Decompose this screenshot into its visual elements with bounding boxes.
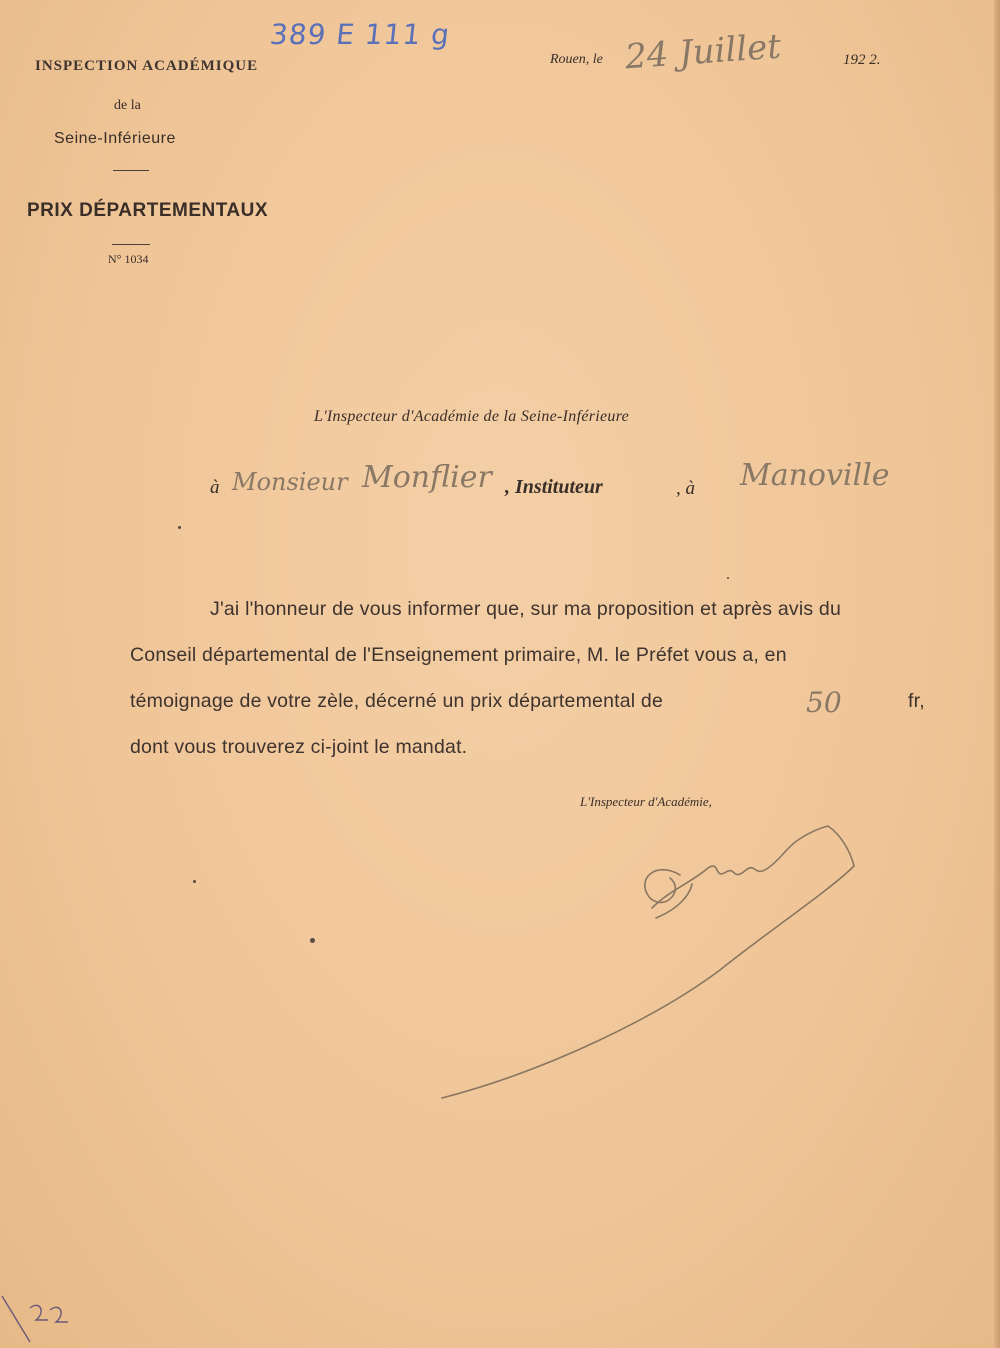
date-place: Rouen, le bbox=[550, 52, 603, 67]
currency-label: fr, bbox=[908, 690, 925, 712]
date-handwritten: 24 Juillet bbox=[623, 26, 783, 78]
body-line-4: dont vous trouverez ci-joint le mandat. bbox=[130, 736, 468, 758]
letterhead-number: N° 1034 bbox=[108, 252, 149, 266]
paper-speck bbox=[178, 526, 181, 529]
address-name: Monflier bbox=[362, 460, 492, 495]
letterhead-department: Seine-Inférieure bbox=[54, 130, 176, 147]
letterhead-rule bbox=[113, 170, 149, 171]
address-prefix: à bbox=[210, 477, 220, 498]
paper-speck bbox=[727, 577, 729, 579]
address-role: , Instituteur bbox=[505, 476, 603, 498]
paper-edge bbox=[994, 0, 1000, 1348]
body-line-1: J'ai l'honneur de vous informer que, sur ma proposition et après avis du bbox=[210, 598, 842, 620]
prize-amount: 50 bbox=[806, 686, 842, 719]
letterhead-inspection: INSPECTION ACADÉMIQUE bbox=[35, 58, 259, 74]
letterhead-section: PRIX DÉPARTEMENTAUX bbox=[27, 200, 269, 221]
corner-pencil-mark bbox=[0, 1290, 80, 1348]
paper-speck bbox=[193, 880, 196, 883]
date-year: 192 2. bbox=[843, 52, 881, 68]
address-place: Manoville bbox=[740, 458, 890, 493]
handwritten-signature bbox=[430, 820, 870, 1110]
paper-speck bbox=[310, 938, 315, 943]
body-line-3: témoignage de votre zèle, décerné un prix départemental de bbox=[130, 690, 664, 712]
address-place-prefix: , à bbox=[676, 478, 695, 499]
letterhead-de-la: de la bbox=[114, 98, 141, 113]
body-line-2: Conseil départemental de l'Enseignement primaire, M. le Préfet vous a, en bbox=[130, 644, 787, 666]
address-title: Monsieur bbox=[232, 468, 348, 496]
letterhead-rule-2 bbox=[112, 244, 150, 245]
archive-reference: 389 E 111 g bbox=[268, 18, 452, 51]
signature-label: L'Inspecteur d'Académie, bbox=[580, 794, 712, 809]
sender-line: L'Inspecteur d'Académie de la Seine-Inférieure bbox=[314, 408, 630, 425]
